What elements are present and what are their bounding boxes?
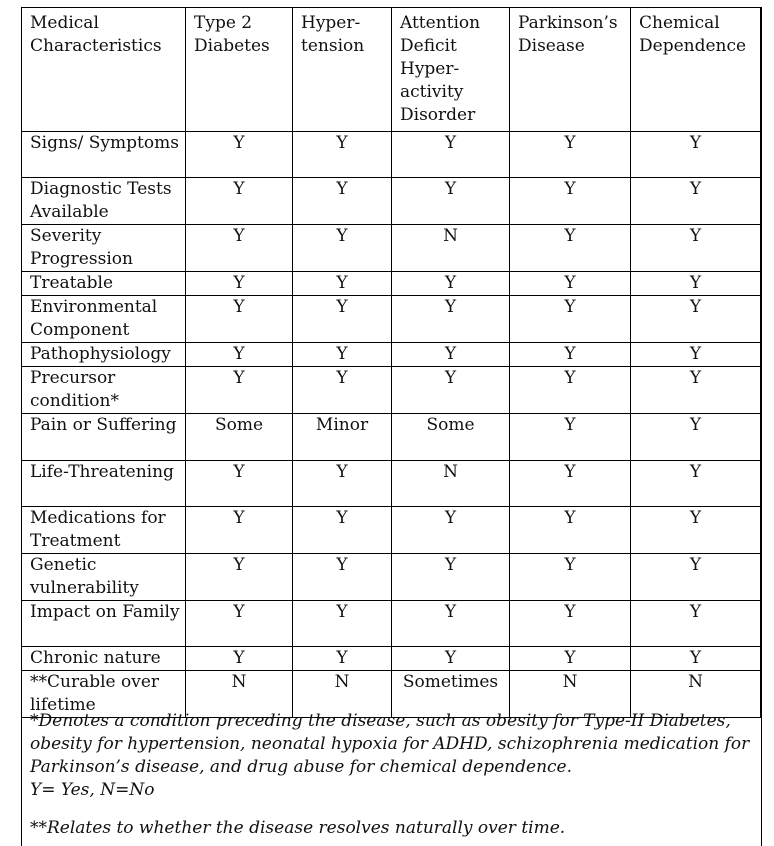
header-line: Hyper-	[400, 59, 460, 79]
table-row	[22, 647, 761, 671]
table-cell: Y	[186, 178, 293, 225]
table-cell: Y	[392, 132, 510, 178]
table-cell: Y	[510, 461, 631, 507]
table-cell: Y	[293, 132, 392, 178]
table-cell: N	[186, 671, 293, 718]
table-cell: Y	[510, 132, 631, 178]
table-row	[22, 367, 761, 414]
table-cell: Y	[510, 367, 631, 414]
row-label: Treatable	[22, 272, 186, 296]
table-cell: Y	[293, 296, 392, 343]
table-row	[22, 507, 761, 554]
table-cell: Y	[293, 343, 392, 367]
table-cell: Y	[631, 367, 761, 414]
row-label: Chronic nature	[22, 647, 186, 671]
table-cell: Y	[631, 225, 761, 272]
header-chemical-dependence	[631, 8, 761, 132]
table-cell: Y	[510, 414, 631, 461]
table-cell: N	[293, 671, 392, 718]
characteristics-table	[21, 7, 761, 718]
table-cell: Y	[293, 507, 392, 554]
table-cell: Y	[186, 554, 293, 601]
header-line: Hyper-	[301, 13, 361, 33]
header-line: Deficit	[400, 36, 457, 56]
table-row	[22, 225, 761, 272]
table-cell: Y	[186, 296, 293, 343]
table-cell: N	[510, 671, 631, 718]
table-cell: Y	[510, 601, 631, 647]
table-row	[22, 554, 761, 601]
table-cell: Y	[510, 554, 631, 601]
table-cell: Y	[186, 367, 293, 414]
table-cell: Y	[392, 343, 510, 367]
table-cell: Y	[392, 647, 510, 671]
table-cell: Y	[631, 461, 761, 507]
table-cell: Y	[510, 507, 631, 554]
table-cell: Y	[631, 601, 761, 647]
table-cell: Y	[293, 647, 392, 671]
table-cell: N	[392, 461, 510, 507]
row-label: Diagnostic Tests Available	[22, 178, 186, 225]
table-cell: Y	[510, 647, 631, 671]
header-line: Characteristics	[30, 36, 162, 56]
table-cell: Y	[186, 601, 293, 647]
table-cell: Y	[510, 296, 631, 343]
spacer	[30, 802, 760, 817]
table-cell: Y	[392, 507, 510, 554]
header-line: Disorder	[400, 105, 476, 125]
table-row	[22, 414, 761, 461]
table-row	[22, 601, 761, 647]
table-cell: Y	[293, 554, 392, 601]
header-type-2-diabetes	[186, 8, 293, 132]
table-row	[22, 296, 761, 343]
table-cell: Y	[631, 178, 761, 225]
table-cell: Y	[293, 461, 392, 507]
row-label: Medications for Treatment	[22, 507, 186, 554]
table-cell: Y	[392, 554, 510, 601]
row-label: Impact on Family	[22, 601, 186, 647]
table-cell: Y	[186, 225, 293, 272]
table-cell: Y	[293, 601, 392, 647]
row-label: Pathophysiology	[22, 343, 186, 367]
header-line: Type 2	[194, 13, 253, 33]
header-adhd	[392, 8, 510, 132]
table-cell: Y	[293, 367, 392, 414]
table-row	[22, 132, 761, 178]
table-cell: Y	[293, 225, 392, 272]
table-cell: Y	[510, 178, 631, 225]
table-row	[22, 272, 761, 296]
table-cell: Y	[293, 272, 392, 296]
table-cell: Y	[186, 272, 293, 296]
table-row	[22, 343, 761, 367]
header-line: Medical	[30, 13, 99, 33]
row-label: Pain or Suffering	[22, 414, 186, 461]
table-cell: Y	[392, 296, 510, 343]
footnote-curable: **Relates to whether the disease resolves naturally over time.	[30, 818, 566, 838]
table-cell: Y	[293, 178, 392, 225]
table-cell: Y	[392, 178, 510, 225]
table-cell: Y	[186, 507, 293, 554]
header-line: Diabetes	[194, 36, 270, 56]
table-cell: Y	[631, 132, 761, 178]
table-body	[22, 132, 761, 718]
header-medical-characteristics	[22, 8, 186, 132]
table-cell: Y	[631, 414, 761, 461]
table-cell: Y	[631, 272, 761, 296]
table-cell: Y	[392, 367, 510, 414]
table-cell: Y	[392, 601, 510, 647]
table-cell: Minor	[293, 414, 392, 461]
header-row	[22, 8, 761, 132]
row-label: Genetic vulnerability	[22, 554, 186, 601]
table-row	[22, 178, 761, 225]
footnote-precursor: *Denotes a condition preceding the disease, such as obesity for Type-II Diabetes, obesity for hypertension, neonatal hypoxia for ADHD, schizophrenia medication for Parkinson’s disease, and drug abuse for chemical dependence.	[30, 711, 750, 777]
table-cell: Some	[392, 414, 510, 461]
row-label: Precursor condition*	[22, 367, 186, 414]
header-hypertension	[293, 8, 392, 132]
table-row	[22, 461, 761, 507]
row-label: Severity Progression	[22, 225, 186, 272]
table-cell: Y	[510, 225, 631, 272]
table-cell: Y	[186, 461, 293, 507]
table-cell: Some	[186, 414, 293, 461]
table-cell: Y	[186, 647, 293, 671]
table-cell: Y	[510, 343, 631, 367]
table-cell: N	[631, 671, 761, 718]
table-cell: Y	[186, 343, 293, 367]
header-line: Disease	[518, 36, 585, 56]
header-line: tension	[301, 36, 365, 56]
table-cell: Y	[631, 554, 761, 601]
row-label: **Curable over lifetime	[22, 671, 186, 718]
table-cell: N	[392, 225, 510, 272]
table-cell: Y	[631, 343, 761, 367]
table-cell: Y	[631, 507, 761, 554]
table-cell: Y	[631, 647, 761, 671]
header-line: Chemical	[639, 13, 720, 33]
header-line: Attention	[400, 13, 481, 33]
header-line: Parkinson’s	[518, 13, 618, 33]
table-cell: Y	[392, 272, 510, 296]
row-label: Signs/ Symptoms	[22, 132, 186, 178]
header-line: activity	[400, 82, 464, 102]
table-cell: Y	[510, 272, 631, 296]
legend-yes-no: Y= Yes, N=No	[30, 780, 155, 800]
table-cell: Sometimes	[392, 671, 510, 718]
footnotes	[30, 710, 760, 840]
table-cell: Y	[631, 296, 761, 343]
table-cell: Y	[186, 132, 293, 178]
header-parkinsons-disease	[510, 8, 631, 132]
row-label: Environmental Component	[22, 296, 186, 343]
row-label: Life-Threatening	[22, 461, 186, 507]
header-line: Dependence	[639, 36, 747, 56]
